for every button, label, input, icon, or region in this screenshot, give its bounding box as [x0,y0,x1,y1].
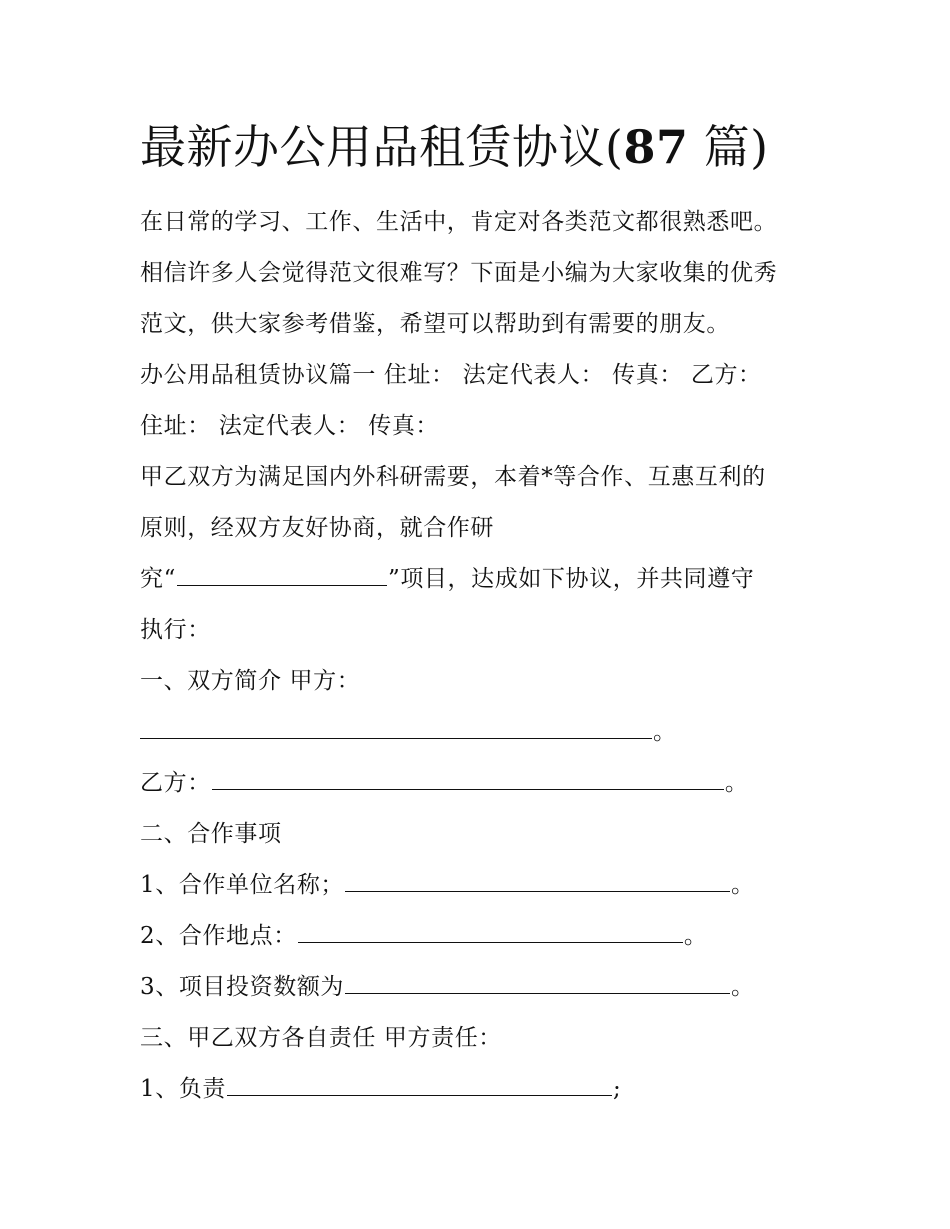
resp1-label: 1、负责 [140,1076,227,1102]
project-suffix: ”项目，达成如下协议，并共同遵守 [387,566,755,592]
execute-line: 执行： [140,617,211,643]
item1-line [140,867,755,903]
item3-label: 3、项目投资数额为 [140,974,345,1000]
section1-header: 办公用品租赁协议篇一 住址： 法定代表人： 传真： 乙方： [140,362,762,388]
resp1-semicolon: ; [613,1076,622,1102]
item1-label: 1、合作单位名称； [140,872,345,898]
item3-blank [345,969,730,994]
item1-blank [345,867,730,892]
para1-line-1: 甲乙双方为满足国内外科研需要，本着*等合作、互惠互利的 [140,464,766,490]
para1-line-2: 原则，经双方友好协商，就合作研 [140,515,494,541]
item1-period: 。 [731,872,755,898]
project-name-blank [177,561,387,586]
title-count: 87 [623,120,689,174]
project-line [140,561,754,597]
item2-label: 2、合作地点： [140,923,297,949]
item3-period: 。 [731,974,755,1000]
party-b-line [140,765,748,801]
document-title [140,112,769,182]
title-main: 最新办公用品租赁协议( [140,120,624,174]
section-two-heading: 二、合作事项 [140,821,282,847]
item2-period: 。 [683,923,708,949]
party-b-info: 住址： 法定代表人： 传真： [140,413,440,439]
title-tail: 篇) [688,120,769,174]
party-b-label: 乙方： [140,770,211,796]
party-a-blank [140,714,652,739]
item2-line [140,918,707,954]
party-b-blank [212,765,724,790]
intro-line-3: 范文，供大家参考借鉴，希望可以帮助到有需要的朋友。 [140,311,730,337]
project-prefix: 究“ [140,566,176,592]
party-b-period: 。 [724,770,749,796]
party-a-period: 。 [653,719,677,745]
item2-blank [298,918,683,943]
intro-line-2: 相信许多人会觉得范文很难写？下面是小编为大家收集的优秀 [140,260,778,286]
resp1-blank [227,1071,612,1096]
section-one-heading: 一、双方简介 甲方： [140,668,361,694]
party-a-line [140,714,677,750]
section-three-heading: 三、甲乙双方各自责任 甲方责任： [140,1025,502,1051]
resp1-line [140,1071,621,1107]
item3-line [140,969,755,1005]
intro-line-1: 在日常的学习、工作、生活中，肯定对各类范文都很熟悉吧。 [140,209,778,235]
